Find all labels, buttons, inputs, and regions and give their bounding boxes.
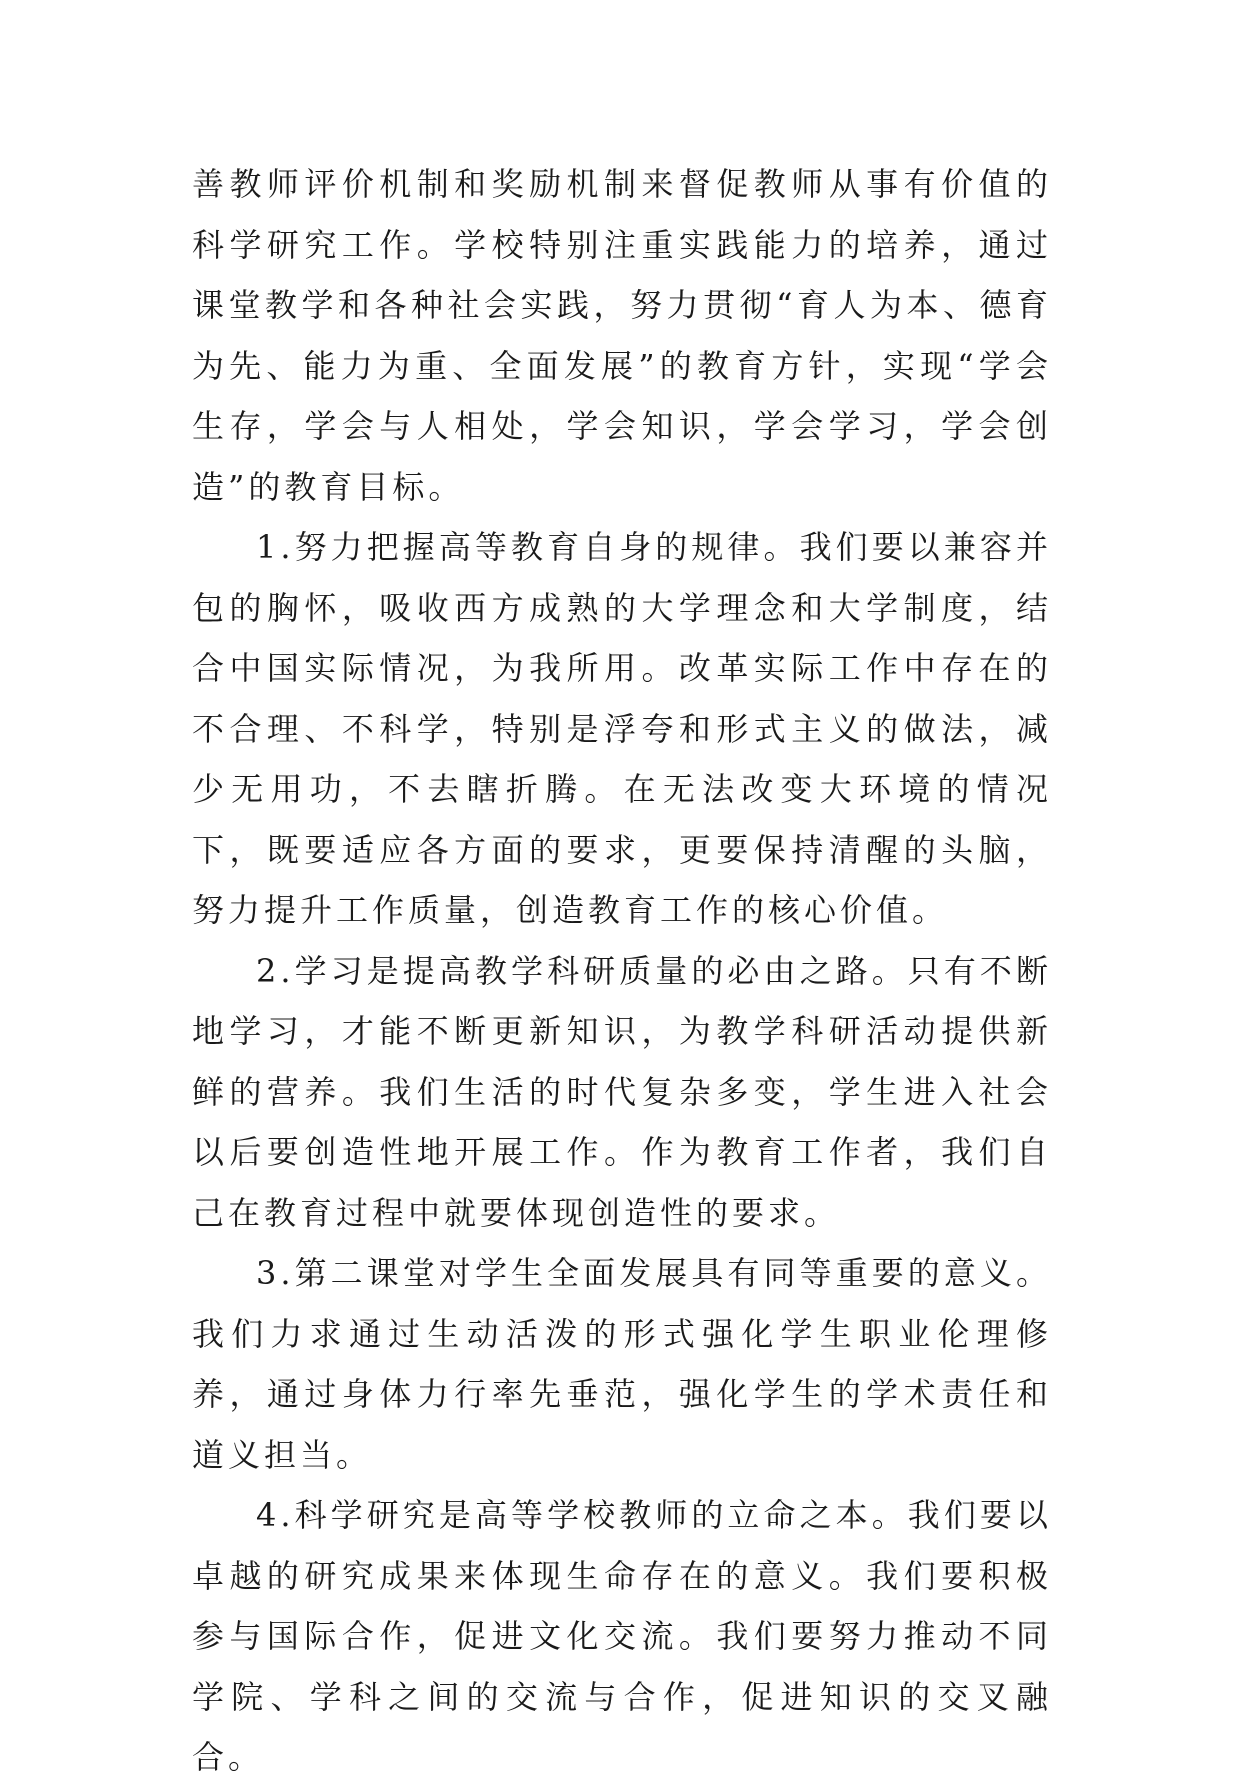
paragraph-item-4: 4.科学研究是高等学校教师的立命之本。我们要以卓越的研究成果来体现生命存在的意义。我们要积极参与国际合作，促进文化交流。我们要努力推动不同学院、学科之间的交流与合作，促进知识的交叉融合。 xyxy=(192,1496,1052,1776)
paragraph-item-1: 1.努力把握高等教育自身的规律。我们要以兼容并包的胸怀，吸收西方成熟的大学理念和大学制度，结合中国实际情况，为我所用。改革实际工作中存在的不合理、不科学，特别是浮夸和形式主义的做法，减少无用功，不去瞎折腾。在无法改变大环境的情况下，既要适应各方面的要求，更要保持清醒的头脑，努力提升工作质量，创造教育工作的核心价值。 xyxy=(192,528,1052,929)
paragraph-item-3: 3.第二课堂对学生全面发展具有同等重要的意义。我们力求通过生动活泼的形式强化学生职业伦理修养，通过身体力行率先垂范，强化学生的学术责任和道义担当。 xyxy=(192,1254,1052,1474)
paragraph-item-2: 2.学习是提高教学科研质量的必由之路。只有不断地学习，才能不断更新知识，为教学科研活动提供新鲜的营养。我们生活的时代复杂多变，学生进入社会以后要创造性地开展工作。作为教育工作者，我们自己在教育过程中就要体现创造性的要求。 xyxy=(192,951,1052,1232)
paragraph-continued: 善教师评价机制和奖励机制来督促教师从事有价值的科学研究工作。学校特别注重实践能力的培养，通过课堂教学和各种社会实践，努力贯彻“育人为本、德育为先、能力为重、全面发展”的教育方针，实现“学会生存，学会与人相处，学会知识，学会学习，学会创造”的教育目标。 xyxy=(192,165,1052,506)
document-body xyxy=(192,154,1052,1788)
